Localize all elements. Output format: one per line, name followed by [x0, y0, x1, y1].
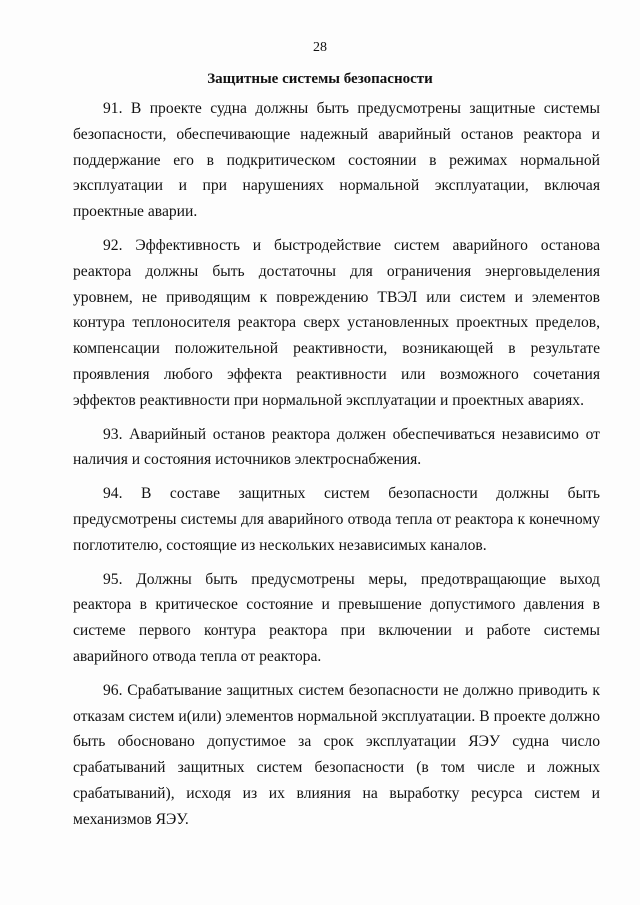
- page-number: 28: [313, 40, 327, 55]
- section-title: Защитные системы безопасности: [207, 71, 433, 87]
- body-text: [73, 96, 600, 841]
- paragraph-91: 91. В проекте судна должны быть предусмотрены защитные системы безопасности, обеспечивающие надежный аварийный останов реактора и поддержание его в подкритическом состоянии в режимах нормальной эксплуатации и при нарушениях нормальной эксплуатации, включая проектные аварии.: [73, 100, 600, 221]
- paragraph-92: 92. Эффективность и быстродействие систем аварийного останова реактора должны быть достаточны для ограничения энерговыделения уровнем, не приводящим к повреждению ТВЭЛ или систем и элементов контура теплоносителя реактора сверх установленных проектных пределов, компенсации положительной реактивности, возникающей в результате проявления любого эффекта реактивности или возможного сочетания эффектов реактивности при нормальной эксплуатации и проектных авариях.: [73, 236, 600, 409]
- paragraph-94: 94. В составе защитных систем безопасности должны быть предусмотрены системы для аварийного отвода тепла от реактора к конечному поглотителю, состоящие из нескольких независимых каналов.: [73, 485, 600, 554]
- paragraph-93: 93. Аварийный останов реактора должен обеспечиваться независимо от наличия и состояния источников электроснабжения.: [73, 425, 600, 469]
- paragraph-95: 95. Должны быть предусмотрены меры, предотвращающие выход реактора в критическое состояние и превышение допустимого давления в системе первого контура реактора при включении и работе системы аварийного отвода тепла от реактора.: [73, 570, 600, 665]
- paragraph-96: 96. Срабатывание защитных систем безопасности не должно приводить к отказам систем и(или) элементов нормальной эксплуатации. В проекте должно быть обосновано допустимое за срок эксплуатации ЯЭУ судна число срабатываний защитных систем безопасности (в том числе и ложных срабатываний), исходя из их влияния на выработку ресурса систем и механизмов ЯЭУ.: [73, 681, 600, 828]
